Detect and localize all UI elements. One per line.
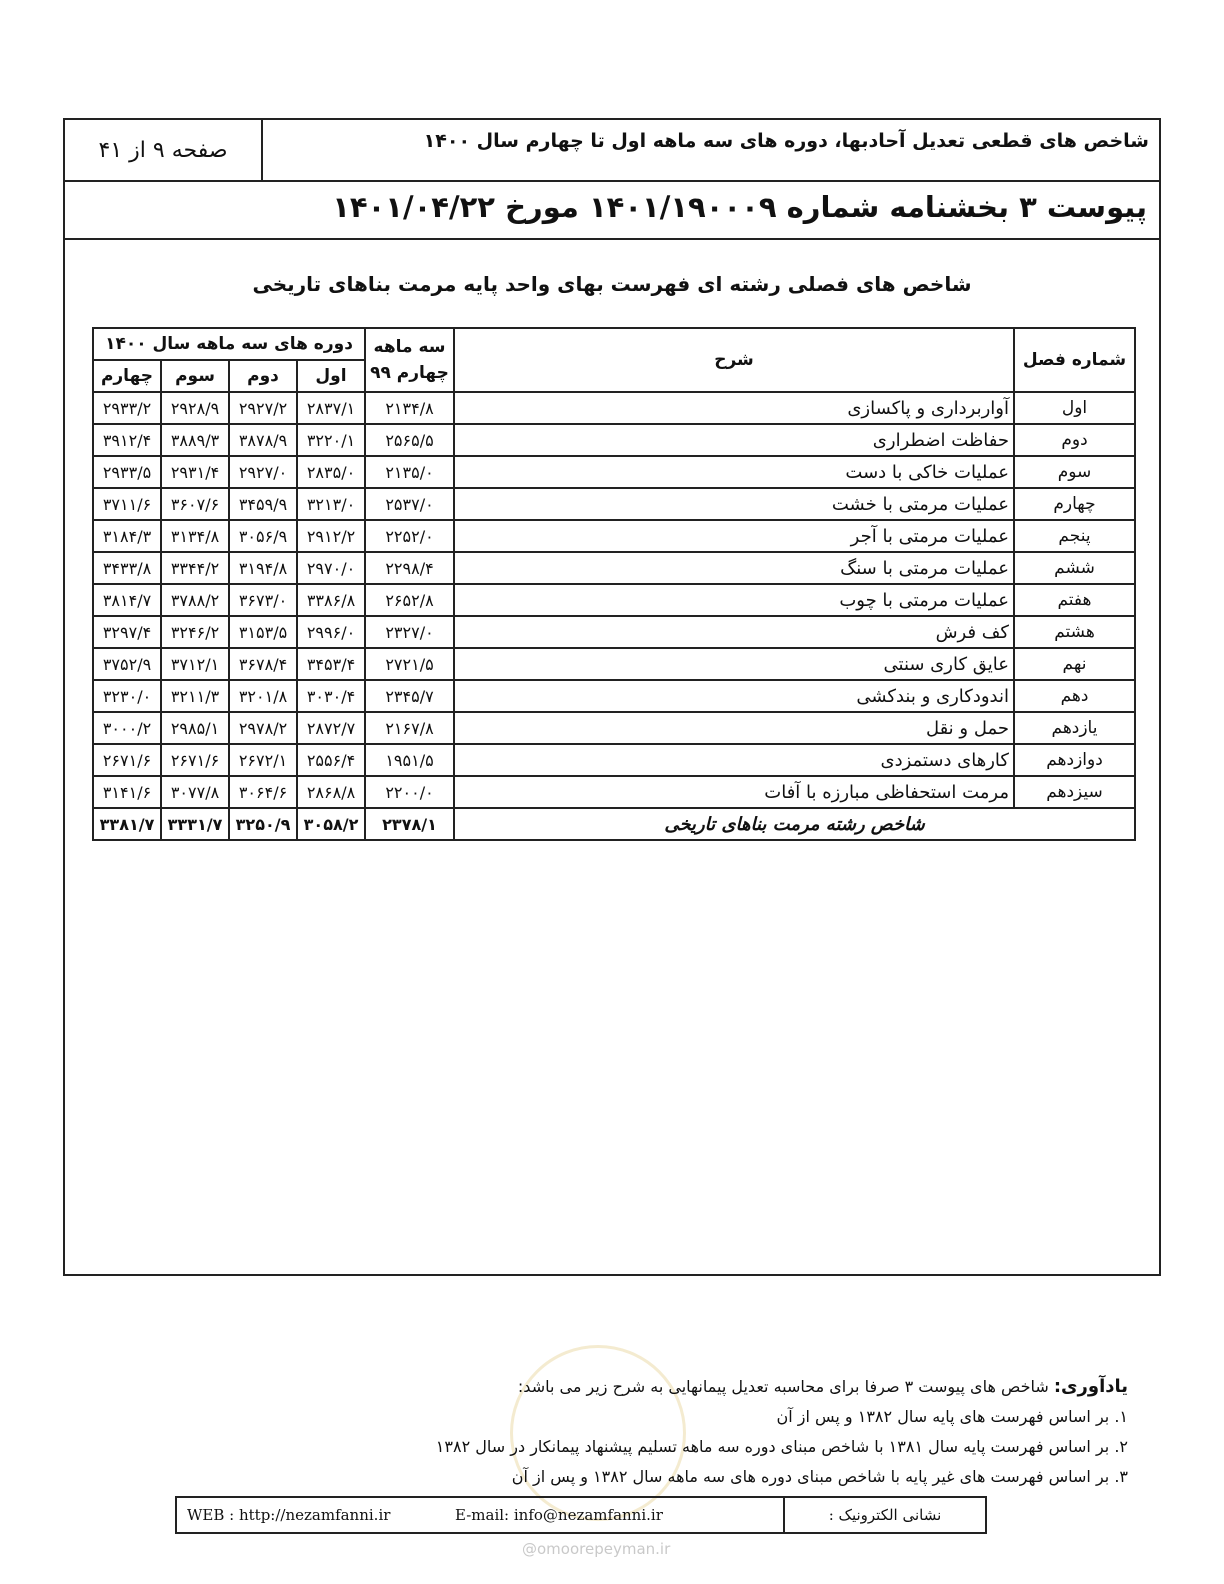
- table-row: [93, 648, 1135, 680]
- quarter-cell: ۳۰۶۴/۶: [229, 776, 297, 808]
- q99-cell: ۲۳۲۷/۰: [365, 616, 454, 648]
- table-row: [93, 520, 1135, 552]
- quarter-cell: ۳۲۹۷/۴: [93, 616, 161, 648]
- header-q1: اول: [297, 360, 365, 392]
- footer-contact: [175, 1496, 987, 1534]
- quarter-cell: ۳۰۳۰/۴: [297, 680, 365, 712]
- table-row: [93, 584, 1135, 616]
- quarter-cell: ۳۸۱۴/۷: [93, 584, 161, 616]
- quarter-cell: ۲۹۳۱/۴: [161, 456, 229, 488]
- quarter-cell: ۳۶۷۳/۰: [229, 584, 297, 616]
- q99-cell: ۲۱۳۴/۸: [365, 392, 454, 424]
- chapter-cell: اول: [1014, 392, 1135, 424]
- description-cell: حفاظت اضطراری: [454, 424, 1014, 456]
- description-cell: حمل و نقل: [454, 712, 1014, 744]
- header-q4: چهارم: [93, 360, 161, 392]
- note-item: ۳. بر اساس فهرست های غیر پایه با شاخص مبنای دوره های سه ماهه سال ۱۳۸۲ و پس از آن: [511, 1467, 1128, 1486]
- total-quarter-cell: ۳۰۵۸/۲: [297, 808, 365, 840]
- circular-row: [65, 182, 1159, 240]
- quarter-cell: ۲۹۷۰/۰: [297, 552, 365, 584]
- quarter-cell: ۳۷۱۲/۱: [161, 648, 229, 680]
- quarter-cell: ۳۰۰۰/۲: [93, 712, 161, 744]
- quarter-cell: ۳۱۳۴/۸: [161, 520, 229, 552]
- quarter-cell: ۳۰۷۷/۸: [161, 776, 229, 808]
- quarter-cell: ۳۴۵۳/۴: [297, 648, 365, 680]
- description-cell: عملیات مرمتی با چوب: [454, 584, 1014, 616]
- quarter-cell: ۲۹۲۷/۲: [229, 392, 297, 424]
- q99-cell: ۲۵۳۷/۰: [365, 488, 454, 520]
- quarter-cell: ۳۰۵۶/۹: [229, 520, 297, 552]
- description-cell: عایق کاری سنتی: [454, 648, 1014, 680]
- description-cell: عملیات مرمتی با خشت: [454, 488, 1014, 520]
- quarter-cell: ۳۱۵۳/۵: [229, 616, 297, 648]
- chapter-cell: دوم: [1014, 424, 1135, 456]
- description-cell: آواربرداری و پاکسازی: [454, 392, 1014, 424]
- quarter-cell: ۲۹۳۳/۲: [93, 392, 161, 424]
- q99-cell: ۲۲۰۰/۰: [365, 776, 454, 808]
- description-cell: عملیات خاکی با دست: [454, 456, 1014, 488]
- header-q3: سوم: [161, 360, 229, 392]
- quarter-cell: ۲۹۳۳/۵: [93, 456, 161, 488]
- table-row: [93, 488, 1135, 520]
- table-row: [93, 424, 1135, 456]
- quarter-cell: ۳۲۲۰/۱: [297, 424, 365, 456]
- quarter-cell: ۳۳۴۴/۲: [161, 552, 229, 584]
- quarter-cell: ۳۱۹۴/۸: [229, 552, 297, 584]
- chapter-cell: یازدهم: [1014, 712, 1135, 744]
- quarter-cell: ۳۶۷۸/۴: [229, 648, 297, 680]
- table-row: [93, 680, 1135, 712]
- q99-cell: ۲۶۵۲/۸: [365, 584, 454, 616]
- note-item: ۱. بر اساس فهرست های پایه سال ۱۳۸۲ و پس از آن: [776, 1407, 1128, 1426]
- header-chapter: شماره فصل: [1014, 328, 1135, 392]
- footer-label: نشانی الکترونیک :: [783, 1498, 985, 1532]
- quarter-cell: ۳۲۳۰/۰: [93, 680, 161, 712]
- quarter-cell: ۲۶۷۱/۶: [161, 744, 229, 776]
- note-intro: شاخص های پیوست ۳ صرفا برای محاسبه تعدیل پیمانهایی به شرح زیر می باشد:: [517, 1377, 1049, 1396]
- quarter-cell: ۲۹۲۷/۰: [229, 456, 297, 488]
- table-row: [93, 776, 1135, 808]
- quarter-cell: ۲۹۷۸/۲: [229, 712, 297, 744]
- total-q99-cell: ۲۳۷۸/۱: [365, 808, 454, 840]
- header-description: شرح: [454, 328, 1014, 392]
- watermark-text: @omoorepeyman.ir: [522, 1540, 671, 1558]
- quarter-cell: ۳۲۴۶/۲: [161, 616, 229, 648]
- description-cell: کف فرش: [454, 616, 1014, 648]
- header-q99: سه ماهه چهارم ۹۹: [365, 328, 454, 392]
- quarter-cell: ۲۸۳۵/۰: [297, 456, 365, 488]
- chapter-cell: هشتم: [1014, 616, 1135, 648]
- table-row: [93, 392, 1135, 424]
- quarter-cell: ۲۹۲۸/۹: [161, 392, 229, 424]
- quarter-cell: ۲۶۷۲/۱: [229, 744, 297, 776]
- table-row: [93, 616, 1135, 648]
- quarter-cell: ۲۹۹۶/۰: [297, 616, 365, 648]
- table-row: [93, 712, 1135, 744]
- quarter-cell: ۳۴۵۹/۹: [229, 488, 297, 520]
- table-row: [93, 744, 1135, 776]
- chapter-cell: سیزدهم: [1014, 776, 1135, 808]
- header-row: [65, 120, 1159, 182]
- quarter-cell: ۳۸۷۸/۹: [229, 424, 297, 456]
- chapter-cell: ششم: [1014, 552, 1135, 584]
- chapter-cell: چهارم: [1014, 488, 1135, 520]
- table-row: [93, 456, 1135, 488]
- quarter-cell: ۳۹۱۲/۴: [93, 424, 161, 456]
- header-quarter-group: دوره های سه ماهه سال ۱۴۰۰: [93, 328, 365, 360]
- total-quarter-cell: ۳۳۸۱/۷: [93, 808, 161, 840]
- description-cell: مرمت استحفاظی مبارزه با آفات: [454, 776, 1014, 808]
- chapter-cell: دهم: [1014, 680, 1135, 712]
- note-head: یادآوری:: [1053, 1376, 1128, 1397]
- website-link[interactable]: WEB : http://nezamfanni.ir: [187, 1506, 391, 1524]
- total-description: شاخص رشته مرمت بناهای تاریخی: [454, 808, 1135, 840]
- document-title: شاخص های قطعی تعدیل آحادبها، دوره های سه ماهه اول تا چهارم سال ۱۴۰۰: [423, 130, 1149, 152]
- index-table: [92, 327, 1136, 841]
- description-cell: کارهای دستمزدی: [454, 744, 1014, 776]
- quarter-cell: ۳۱۸۴/۳: [93, 520, 161, 552]
- description-cell: عملیات مرمتی با سنگ: [454, 552, 1014, 584]
- header-q2: دوم: [229, 360, 297, 392]
- chapter-cell: سوم: [1014, 456, 1135, 488]
- q99-cell: ۲۳۴۵/۷: [365, 680, 454, 712]
- q99-cell: ۲۱۶۷/۸: [365, 712, 454, 744]
- total-quarter-cell: ۳۲۵۰/۹: [229, 808, 297, 840]
- quarter-cell: ۳۶۰۷/۶: [161, 488, 229, 520]
- quarter-cell: ۲۸۳۷/۱: [297, 392, 365, 424]
- quarter-cell: ۳۳۸۶/۸: [297, 584, 365, 616]
- quarter-cell: ۲۸۶۸/۸: [297, 776, 365, 808]
- reminder-note: [436, 1372, 1128, 1492]
- quarter-cell: ۲۹۸۵/۱: [161, 712, 229, 744]
- quarter-cell: ۳۷۸۸/۲: [161, 584, 229, 616]
- description-cell: اندودکاری و بندکشی: [454, 680, 1014, 712]
- quarter-cell: ۳۲۰۱/۸: [229, 680, 297, 712]
- circular-title: پیوست ۳ بخشنامه شماره ۱۴۰۱/۱۹۰۰۰۹ مورخ ۱۴۰۱/۰۴/۲۲: [332, 190, 1147, 224]
- chapter-cell: هفتم: [1014, 584, 1135, 616]
- quarter-cell: ۲۹۱۲/۲: [297, 520, 365, 552]
- quarter-cell: ۲۸۷۲/۷: [297, 712, 365, 744]
- description-cell: عملیات مرمتی با آجر: [454, 520, 1014, 552]
- chapter-cell: نهم: [1014, 648, 1135, 680]
- q99-cell: ۲۵۶۵/۵: [365, 424, 454, 456]
- quarter-cell: ۳۴۳۳/۸: [93, 552, 161, 584]
- quarter-cell: ۳۲۱۳/۰: [297, 488, 365, 520]
- total-row: [93, 808, 1135, 840]
- total-quarter-cell: ۳۳۳۱/۷: [161, 808, 229, 840]
- quarter-cell: ۲۶۷۱/۶: [93, 744, 161, 776]
- chapter-cell: پنجم: [1014, 520, 1135, 552]
- table-body: [93, 392, 1135, 840]
- email-link[interactable]: E-mail: info@nezamfanni.ir: [455, 1506, 663, 1524]
- quarter-cell: ۳۲۱۱/۳: [161, 680, 229, 712]
- chapter-cell: دوازدهم: [1014, 744, 1135, 776]
- q99-cell: ۲۲۹۸/۴: [365, 552, 454, 584]
- table-row: [93, 552, 1135, 584]
- note-item: ۲. بر اساس فهرست پایه سال ۱۳۸۱ با شاخص مبنای دوره سه ماهه تسلیم پیشنهاد پیمانکار در سال ۱۳۸۲: [435, 1437, 1128, 1456]
- q99-cell: ۱۹۵۱/۵: [365, 744, 454, 776]
- note-intro-line: [436, 1372, 1128, 1402]
- page-number: صفحه ۹ از ۴۱: [65, 120, 263, 180]
- q99-cell: ۲۷۲۱/۵: [365, 648, 454, 680]
- q99-cell: ۲۱۳۵/۰: [365, 456, 454, 488]
- page-frame: [63, 118, 1161, 1276]
- quarter-cell: ۳۷۵۲/۹: [93, 648, 161, 680]
- section-title: شاخص های فصلی رشته ای فهرست بهای واحد پایه مرمت بناهای تاریخی: [252, 272, 972, 296]
- quarter-cell: ۳۷۱۱/۶: [93, 488, 161, 520]
- q99-cell: ۲۲۵۲/۰: [365, 520, 454, 552]
- quarter-cell: ۲۵۵۶/۴: [297, 744, 365, 776]
- quarter-cell: ۳۱۴۱/۶: [93, 776, 161, 808]
- quarter-cell: ۳۸۸۹/۳: [161, 424, 229, 456]
